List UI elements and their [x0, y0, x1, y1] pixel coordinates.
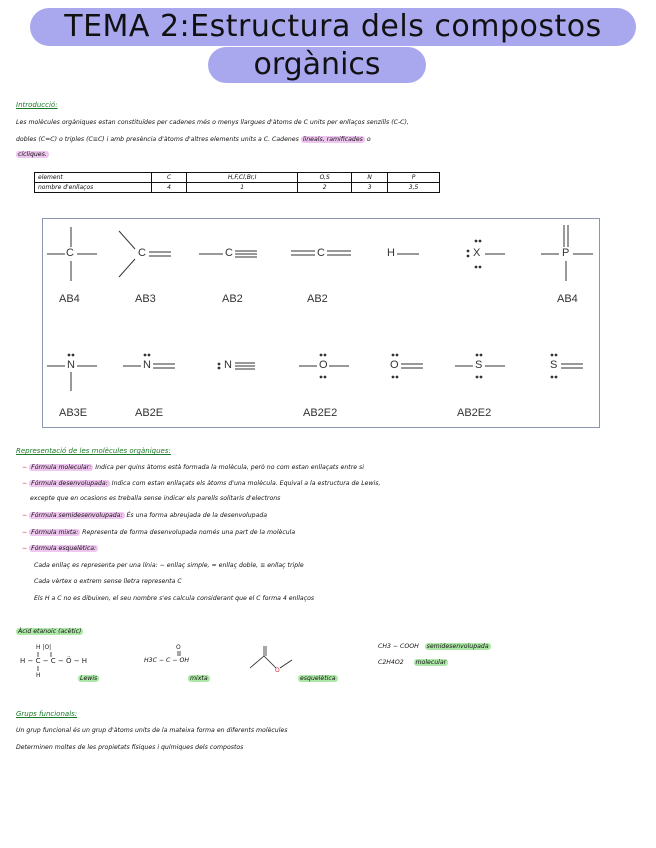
- atom-label: C: [66, 247, 74, 259]
- geometry-label: AB2: [307, 293, 328, 305]
- atom-label: H: [387, 247, 395, 259]
- acid-mixta-formula: H3C − C − OH: [144, 657, 189, 664]
- atom-label: C: [317, 247, 325, 259]
- repr-label: Fórmula esquelètica:: [31, 545, 97, 552]
- table-row: [35, 173, 440, 183]
- functional-heading: Grups funcionals:: [16, 710, 78, 718]
- atom-label: P: [562, 247, 570, 259]
- mol-label: molecular: [415, 659, 447, 666]
- atom-label: C: [138, 247, 146, 259]
- atom-label: O: [390, 359, 399, 371]
- atom-label: S: [550, 359, 558, 371]
- repr-text: És una forma abreujada de la desenvolupada: [126, 512, 268, 519]
- repr-label: Fórmula semidesenvolupada:: [31, 512, 123, 519]
- acid-heading-text: Àcid etanoic (acètic): [18, 628, 82, 635]
- atom-label: C: [225, 247, 233, 259]
- table-cell: C: [152, 173, 187, 183]
- svg-text:H |O|: H |O|: [36, 644, 52, 651]
- semi-formula: CH3 − COOH: [378, 643, 419, 650]
- acid-esq-label: [298, 674, 338, 683]
- geometry-label: AB3: [135, 293, 156, 305]
- table-cell: element: [35, 173, 152, 183]
- table-cell: 3: [352, 183, 388, 193]
- repr-item: − Fórmula esquelètica:: [22, 545, 97, 552]
- acid-semi: [378, 642, 491, 651]
- table-cell: nombre d'enllaços: [35, 183, 152, 193]
- geometry-label: AB2: [222, 293, 243, 305]
- repr-sub: Cada enllaç es representa per una línia: − enllaç simple, = enllaç doble, ≡ enllaç triple: [34, 562, 304, 569]
- repr-sub: Cada vèrtex o extrem sense lletra representa C: [34, 578, 182, 585]
- page-title: TEMA 2:Estructura dels compostos: [30, 8, 636, 46]
- atom-label: N: [143, 359, 151, 371]
- repr-text: excepte que en ocasions es treballa sense indicar els parells solitaris d'electrons: [30, 495, 281, 502]
- acid-molecular: [378, 658, 448, 667]
- page-title-line2: orgànics: [208, 47, 426, 83]
- intro-line-2a: dobles (C=C) o triples (C≡C) i amb presència d'àtoms d'altres elements units a C. Cadenes: [16, 136, 301, 143]
- repr-sub: Els H a C no es dibuixen, el seu nombre s'es calcula considerant que el C forma 4 enllaços: [34, 595, 315, 602]
- table-cell: O,S: [298, 173, 352, 183]
- repr-label: Fórmula desenvolupada:: [31, 480, 108, 487]
- atom-label: N: [224, 359, 232, 371]
- mixta-label: mixta: [190, 675, 208, 682]
- intro-cycliques: cícliques.: [18, 151, 47, 158]
- repr-item: [30, 494, 280, 503]
- vsepr-structures-panel: [42, 218, 600, 428]
- bonds-table: [34, 172, 440, 193]
- geometry-label: AB4: [59, 293, 80, 305]
- repr-label: Fórmula mixta:: [31, 529, 79, 536]
- table-cell: N: [352, 173, 388, 183]
- geometry-label: AB2E2: [303, 407, 338, 419]
- table-cell: H,F,Cl,Br,I: [187, 173, 298, 183]
- intro-line-1: Les molècules orgàniques estan constituïdes per cadenes més o menys llargues d'àtoms de C units per enllaços senzills (C-C),: [16, 119, 409, 126]
- repr-item: − Fórmula semidesenvolupada: És una forma abreujada de la desenvolupada: [22, 512, 268, 519]
- semi-label: semidesenvolupada: [426, 643, 489, 650]
- intro-line-2: [16, 135, 371, 144]
- intro-highlight: lineals, ramificades: [302, 136, 363, 143]
- acid-heading: [16, 627, 83, 636]
- table-cell: 1: [187, 183, 298, 193]
- functional-line-2: Determinen moltes de les propietats físiques i químiques dels compostos: [16, 744, 244, 751]
- lewis-label: Lewis: [80, 675, 98, 682]
- atom-label: N: [67, 359, 75, 371]
- table-cell: 3,5: [388, 183, 440, 193]
- geometry-label: AB4: [557, 293, 578, 305]
- mol-formula: C2H4O2: [378, 659, 404, 666]
- functional-line-1: Un grup funcional és un grup d'àtoms units de la mateixa forma en diferents molècules: [16, 727, 288, 734]
- representation-heading: Representació de les molècules orgàniques:: [16, 447, 171, 455]
- atom-label: O: [319, 359, 328, 371]
- repr-label: Fórmula molecular:: [31, 464, 92, 471]
- repr-item: − Fórmula molecular: Indica per quins àtoms està formada la molècula, però no com estan enllaçats entre si: [22, 464, 364, 471]
- intro-heading: Introducció:: [16, 101, 58, 109]
- repr-text: Representa de forma desenvolupada només una part de la molècula: [82, 529, 296, 536]
- table-row: [35, 183, 440, 193]
- acid-lewis-label: [78, 674, 99, 683]
- esq-label: esquelètica: [300, 675, 336, 682]
- repr-text: Indica com estan enllaçats els àtoms d'una molècula. Equival a la estructura de Lewis,: [111, 480, 381, 487]
- geometry-label: AB2E: [135, 407, 164, 419]
- table-cell: 2: [298, 183, 352, 193]
- intro-line-3: [16, 150, 49, 159]
- repr-text: Indica per quins àtoms està formada la molècula, però no com estan enllaçats entre si: [95, 464, 364, 471]
- table-cell: 4: [152, 183, 187, 193]
- repr-item: − Fórmula mixta: Representa de forma desenvolupada només una part de la molècula: [22, 529, 296, 536]
- acid-mixta-label: [188, 674, 210, 683]
- svg-text:O: O: [275, 667, 280, 674]
- geometry-label: AB2E2: [457, 407, 492, 419]
- atom-label: X: [473, 247, 481, 259]
- svg-text:H: H: [36, 672, 41, 679]
- atom-label: S: [475, 359, 483, 371]
- svg-text:H − C − C − Ö − H: H − C − C − Ö − H: [20, 657, 88, 665]
- geometry-label: AB3E: [59, 407, 88, 419]
- table-cell: P: [388, 173, 440, 183]
- repr-item: − Fórmula desenvolupada: Indica com estan enllaçats els àtoms d'una molècula. Equival a la estructura de Lewis,: [22, 480, 381, 487]
- intro-line-2c: o: [364, 136, 371, 143]
- svg-text:O: O: [176, 644, 181, 651]
